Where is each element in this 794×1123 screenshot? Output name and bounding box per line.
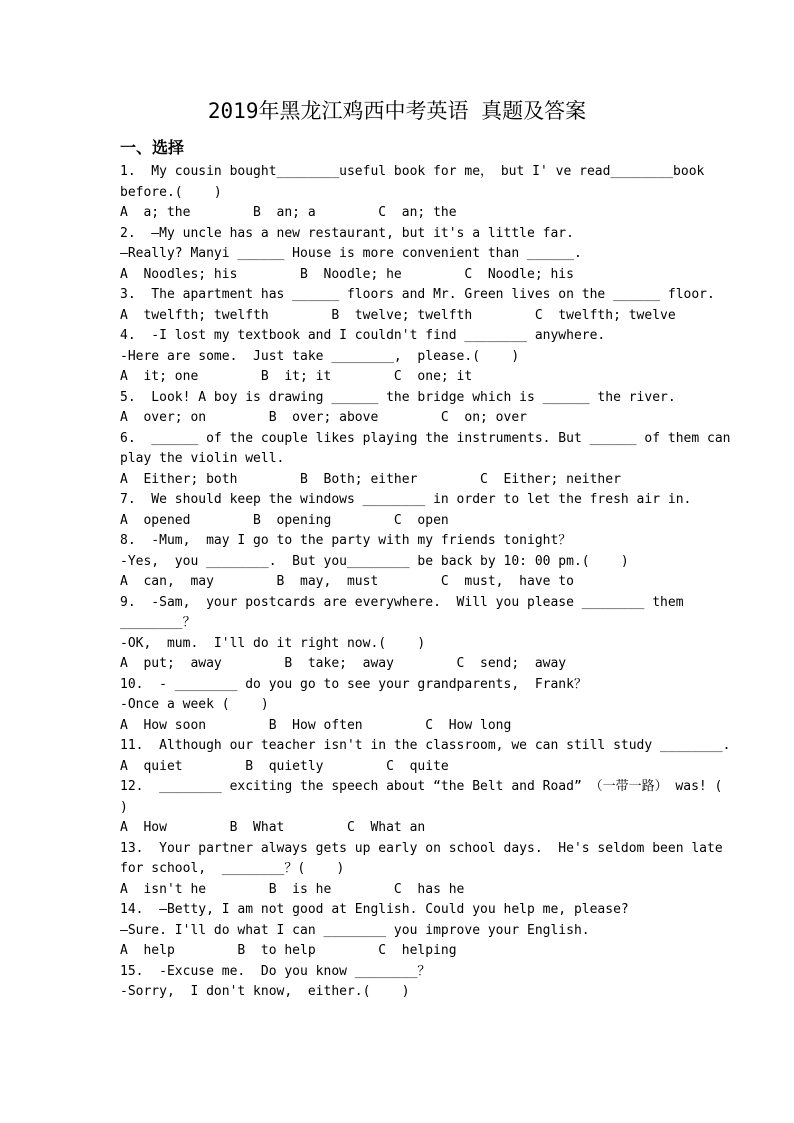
text-line: A put; away B take; away C send; away	[120, 656, 567, 671]
text-line: ________？	[120, 615, 196, 630]
text-line: 4. -I lost my textbook and I couldn't find ________ anywhere.	[120, 328, 606, 343]
text-line: 5. Look! A boy is drawing ______ the bridge which is ______ the river.	[120, 389, 676, 405]
text-line: 2. —My uncle has a new restaurant, but it's a little far.	[120, 225, 574, 241]
text-line: A Either; both B Both; either C Either; neither	[120, 471, 621, 487]
text-line: 6. ______ of the couple likes playing the instruments. But ______ of them can	[120, 430, 731, 446]
text-line: 7. We should keep the windows ________ in order to let the fresh air in.	[120, 492, 692, 507]
section-heading: 一、选择	[120, 138, 185, 157]
text-line: 12. ________ exciting the speech about “the Belt and Road” （一带一路） was! (	[120, 779, 723, 794]
text-line: 10. - ________ do you go to see your grandparents, Frank？	[120, 676, 587, 692]
text-line: A twelfth; twelfth B twelve; twelfth C twelfth; twelve	[120, 307, 676, 323]
text-line: 15. -Excuse me. Do you know ________？	[120, 963, 431, 979]
text-line: 11. Although our teacher isn't in the classroom, we can still study ________.	[120, 738, 731, 753]
text-line: 9. -Sam, your postcards are everywhere. Will you please ________ them	[120, 594, 684, 610]
text-line: 13. Your partner always gets up early on school days. He's seldom been late	[120, 840, 723, 856]
text-line: -Sorry, I don't know, either.( )	[120, 984, 410, 999]
text-line: 14. —Betty, I am not good at English. Could you help me, please?	[120, 902, 629, 917]
text-line: -Here are some. Just take ________, please.( )	[120, 348, 520, 364]
text-line: A How soon B How often C How long	[120, 717, 512, 733]
text-line: 8. -Mum, may I go to the party with my friends tonight？	[120, 533, 572, 548]
document-body	[120, 162, 731, 1003]
text-line: —Sure. I'll do what I can ________ you improve your English.	[120, 922, 590, 938]
text-line: 3. The apartment has ______ floors and Mr. Green lives on the ______ floor.	[120, 287, 715, 302]
text-line: -Yes, you ________. But you________ be back by 10: 00 pm.( )	[120, 553, 629, 569]
text-line: —Really? Manyi ______ House is more convenient than ______.	[120, 246, 582, 261]
text-line: A a; the B an; a C an; the	[120, 205, 457, 220]
text-line: -Once a week ( )	[120, 697, 269, 712]
text-line: A Noodles; his B Noodle; he C Noodle; his	[120, 266, 574, 282]
text-line: -OK, mum. I'll do it right now.( )	[120, 635, 426, 651]
text-line: A help B to help C helping	[120, 943, 457, 958]
document-title: 2019年黑龙江鸡西中考英语 真题及答案	[207, 99, 587, 123]
text-line: A quiet B quietly C quite	[120, 758, 449, 774]
text-line: 1. My cousin bought________useful book for me， but I' ve read________book	[120, 164, 705, 179]
text-line: A over; on B over; above C on; over	[120, 410, 527, 425]
text-line: before.( )	[120, 184, 222, 200]
text-line: A isn't he B is he C has he	[120, 881, 465, 897]
text-line: A it; one B it; it C one; it	[120, 369, 473, 384]
text-line: play the violin well.	[120, 451, 285, 466]
text-line: )	[120, 799, 128, 815]
text-line: A can, may B may, must C must, have to	[120, 574, 574, 589]
text-line: for school, ________？( )	[120, 861, 345, 876]
text-line: A opened B opening C open	[120, 512, 449, 528]
text-line: A How B What C What an	[120, 820, 426, 835]
